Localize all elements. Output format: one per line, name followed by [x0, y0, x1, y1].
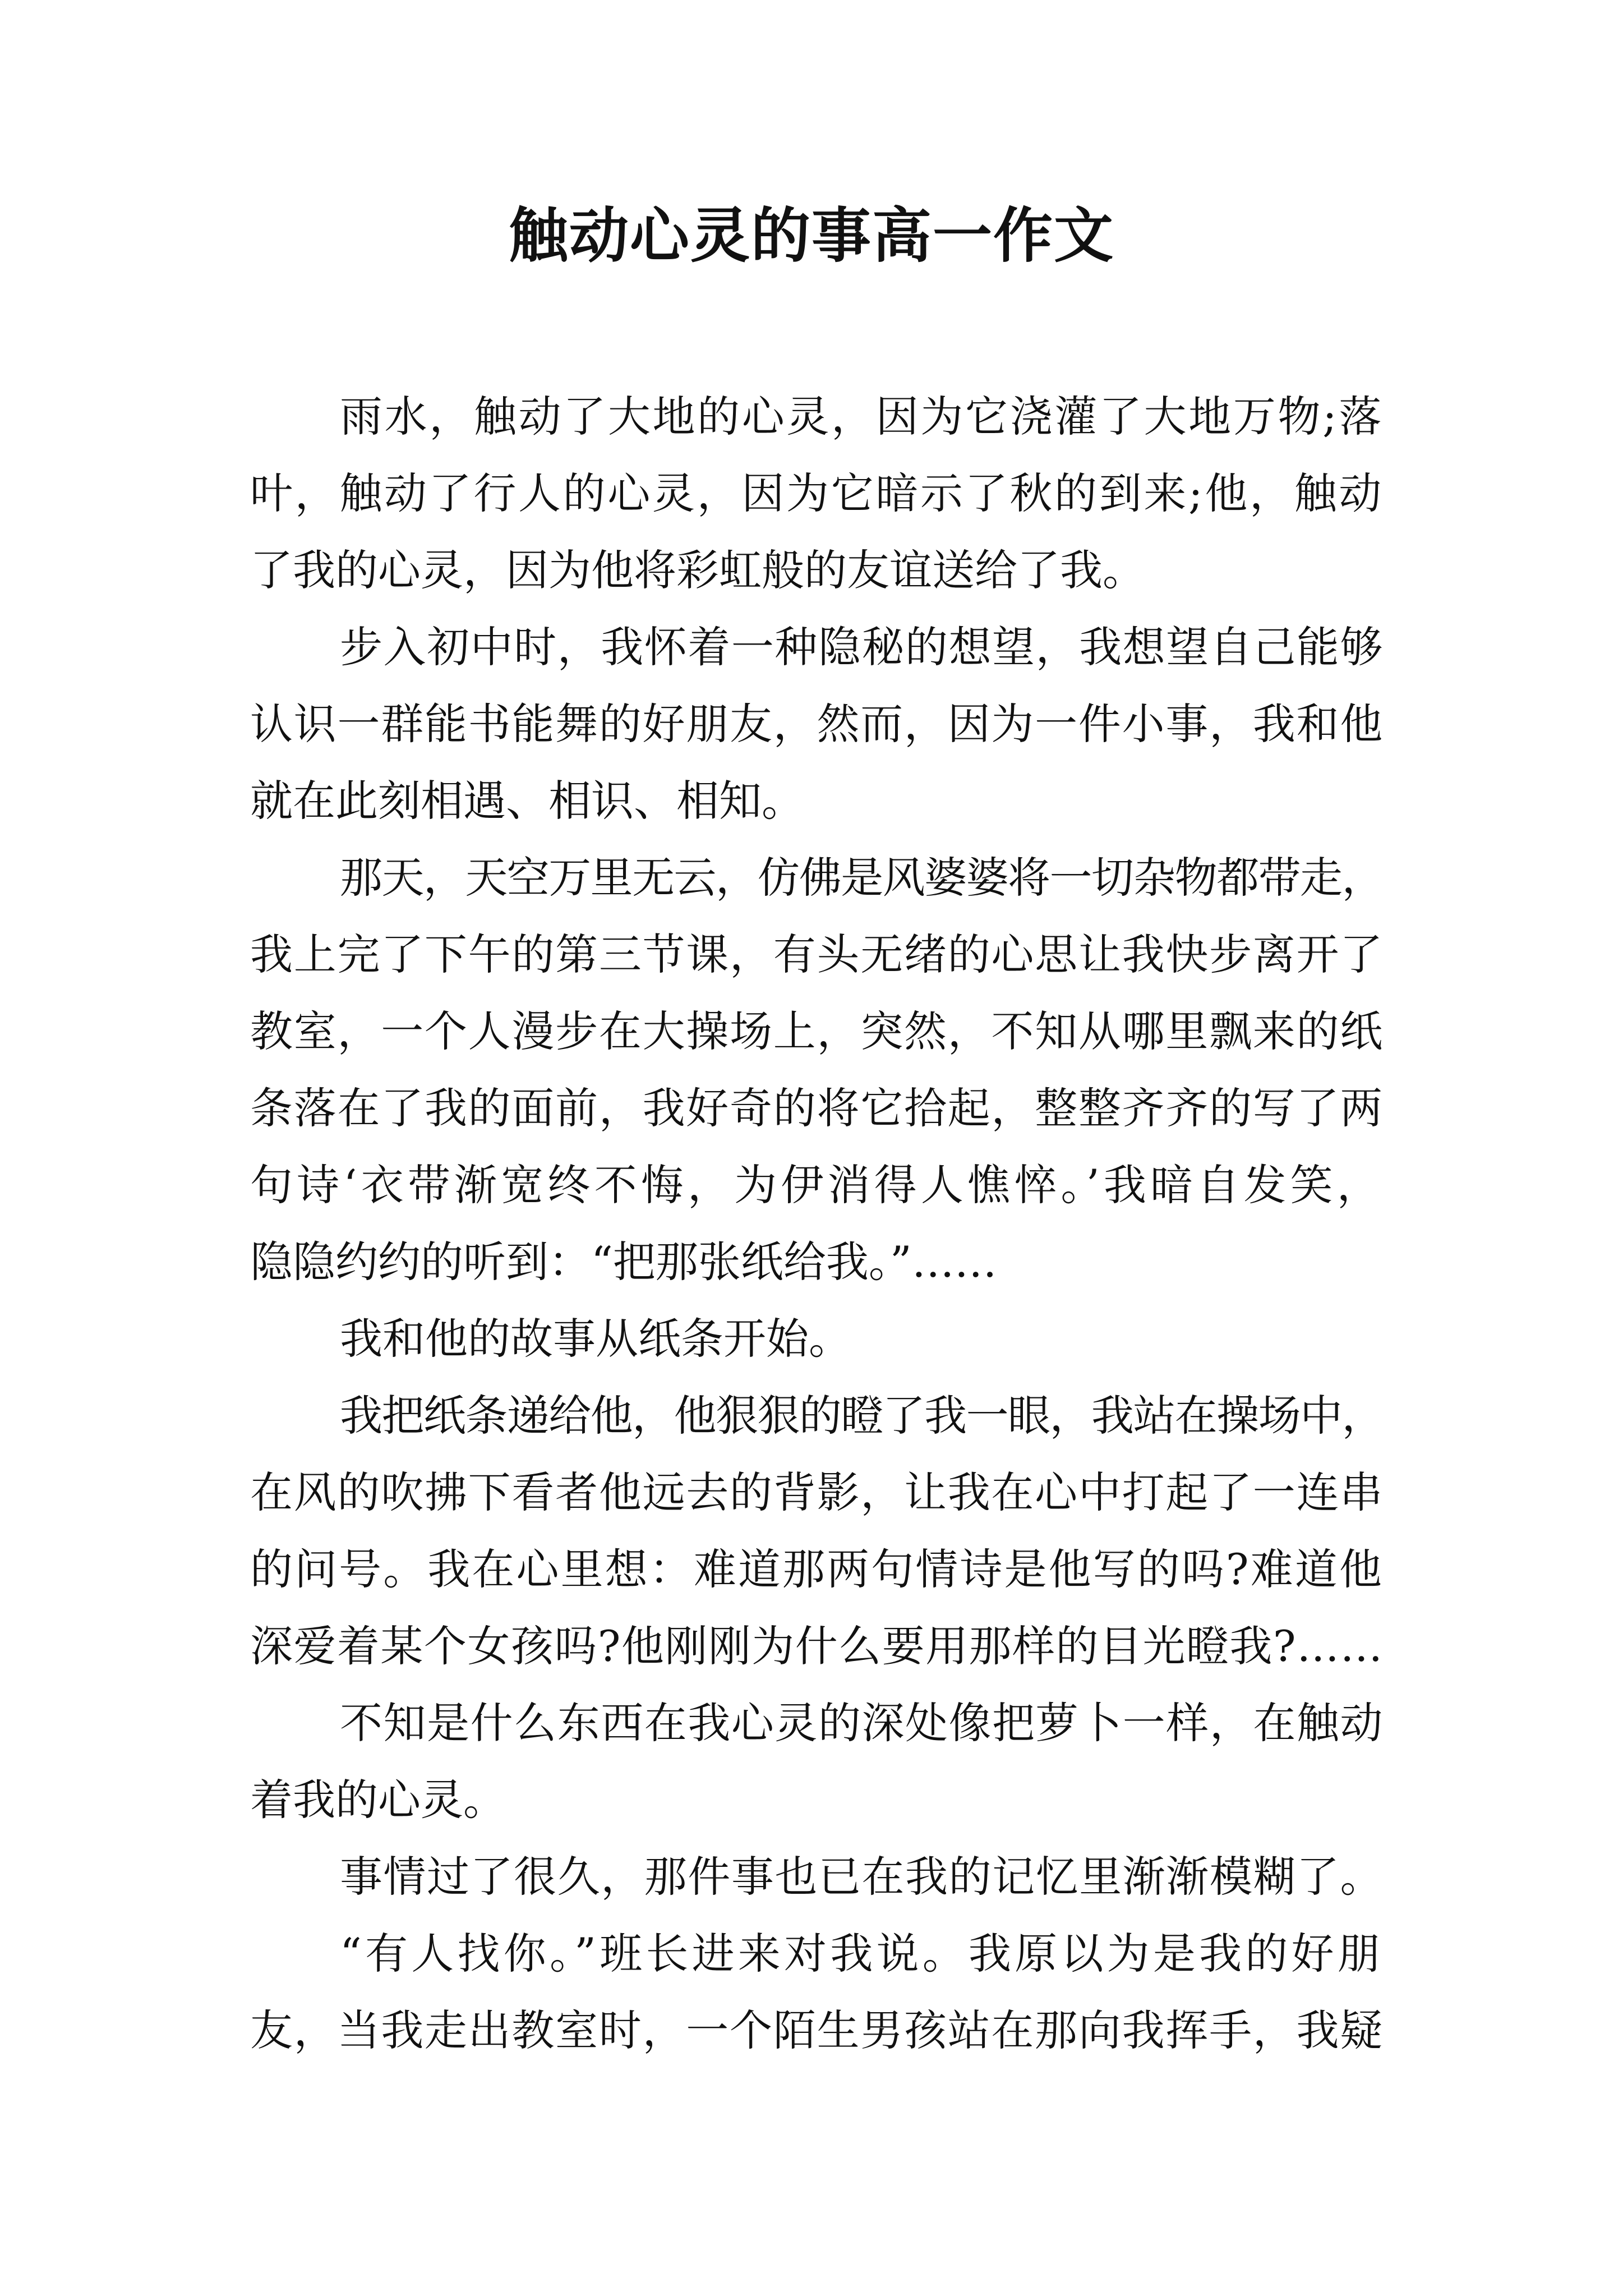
line-text: 叶，触动了行人的心灵，因为它暗示了秋的到来;他，触动: [250, 468, 1384, 518]
text-line: [250, 1685, 1384, 1761]
text-line: [250, 839, 1384, 916]
paragraph-1: [250, 378, 1384, 609]
text-line: [250, 1915, 1384, 1992]
paragraph-3: [250, 839, 1384, 1300]
essay-title: 触动心灵的事高一作文: [509, 200, 1114, 270]
text-line: [250, 685, 1384, 762]
line-text: 我把纸条递给他，他狠狠的瞪了我一眼，我站在操场中，: [340, 1391, 1384, 1441]
text-line: [250, 916, 1384, 993]
text-line: [250, 1300, 1384, 1377]
line-text: 雨水，触动了大地的心灵，因为它浇灌了大地万物;落: [340, 392, 1384, 441]
paragraph-5: [250, 1377, 1384, 1685]
line-text: 深爱着某个女孩吗?他刚刚为什么要用那样的目光瞪我?……: [250, 1621, 1384, 1671]
text-line: [250, 1070, 1384, 1147]
line-text: 认识一群能书能舞的好朋友，然而，因为一件小事，我和他: [250, 699, 1384, 749]
line-text: 了我的心灵，因为他将彩虹般的友谊送给了我。: [250, 545, 1145, 595]
line-text: 那天，天空万里无云，仿佛是风婆婆将一切杂物都带走，: [340, 853, 1384, 903]
text-line: [250, 1761, 1384, 1838]
text-line: [250, 532, 1384, 609]
text-line: [250, 1608, 1384, 1685]
line-text: 隐隐约约的听到：“把那张纸给我。”……: [250, 1237, 997, 1287]
line-text: 我和他的故事从纸条开始。: [340, 1314, 851, 1364]
text-line: [250, 1223, 1384, 1300]
text-line: [250, 1838, 1384, 1915]
paragraph-6: [250, 1685, 1384, 1838]
text-line: [250, 1454, 1384, 1531]
line-text: 我上完了下午的第三节课，有头无绪的心思让我快步离开了: [250, 930, 1384, 979]
line-text: 教室，一个人漫步在大操场上，突然，不知从哪里飘来的纸: [250, 1006, 1384, 1056]
text-line: [250, 1147, 1384, 1223]
text-line: [250, 1377, 1384, 1454]
text-line: [250, 455, 1384, 532]
line-text: 的问号。我在心里想：难道那两句情诗是他写的吗?难道他: [250, 1544, 1384, 1594]
line-text: “有人找你。”班长进来对我说。我原以为是我的好朋: [340, 1929, 1384, 1978]
paragraph-4: [250, 1300, 1384, 1377]
line-text: 事情过了很久，那件事也已在我的记忆里渐渐模糊了。: [340, 1852, 1384, 1902]
line-text: 不知是什么东西在我心灵的深处像把萝卜一样，在触动: [340, 1698, 1384, 1748]
line-text: 着我的心灵。: [250, 1775, 506, 1825]
paragraph-2: [250, 609, 1384, 839]
text-line: [250, 993, 1384, 1070]
text-line: [250, 1992, 1384, 2069]
text-line: [250, 762, 1384, 839]
line-text: 友，当我走出教室时，一个陌生男孩站在那向我挥手，我疑: [250, 2005, 1384, 2055]
line-text: 步入初中时，我怀着一种隐秘的想望，我想望自己能够: [340, 622, 1384, 672]
text-line: [250, 378, 1384, 455]
text-line: [250, 609, 1384, 685]
paragraph-8: [250, 1915, 1384, 2069]
paragraph-7: [250, 1838, 1384, 1915]
line-text: 就在此刻相遇、相识、相知。: [250, 776, 804, 826]
line-text: 在风的吹拂下看者他远去的背影，让我在心中打起了一连串: [250, 1467, 1384, 1517]
text-line: [250, 1531, 1384, 1608]
line-text: 条落在了我的面前，我好奇的将它拾起，整整齐齐的写了两: [250, 1083, 1384, 1133]
essay-body: [250, 378, 1384, 2069]
line-text: 句诗‘衣带渐宽终不悔，为伊消得人憔悴。’我暗自发笑，: [250, 1160, 1384, 1210]
